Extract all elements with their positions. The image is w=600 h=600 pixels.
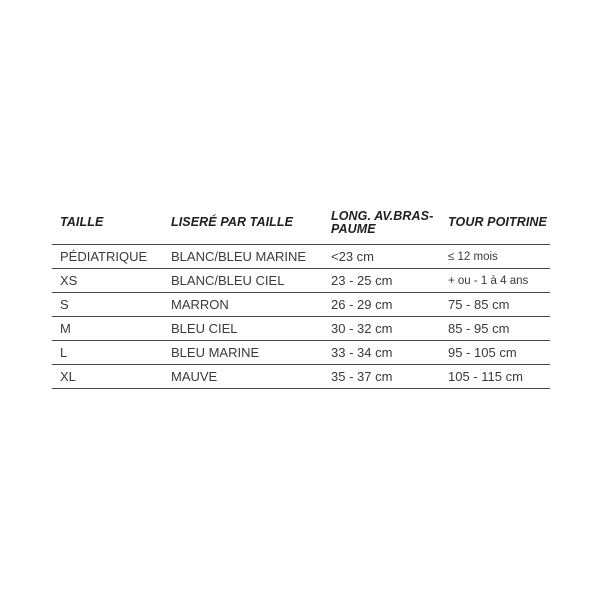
cell-length: <23 cm — [331, 249, 374, 264]
table-row — [52, 292, 550, 316]
cell-length: 35 - 37 cm — [331, 369, 393, 384]
cell-chest: 75 - 85 cm — [448, 297, 510, 312]
cell-size: XL — [60, 369, 76, 384]
header-chest: TOUR POITRINE — [448, 215, 547, 229]
table-row — [52, 364, 550, 389]
cell-length: 30 - 32 cm — [331, 321, 393, 336]
cell-length: 23 - 25 cm — [331, 273, 393, 288]
cell-chest: 85 - 95 cm — [448, 321, 510, 336]
cell-trim: BLEU CIEL — [171, 321, 238, 336]
header-trim: LISERÉ PAR TAILLE — [171, 215, 294, 229]
table-row — [52, 316, 550, 340]
cell-size: L — [60, 345, 68, 360]
cell-trim: MARRON — [171, 297, 229, 312]
header-length: LONG. AV.BRAS-PAUME — [331, 209, 434, 236]
table-row — [52, 268, 550, 292]
cell-chest: + ou - 1 à 4 ans — [448, 275, 529, 287]
cell-size: PÉDIATRIQUE — [60, 249, 148, 264]
cell-length: 26 - 29 cm — [331, 297, 393, 312]
header-size: TAILLE — [60, 215, 104, 229]
cell-size: XS — [60, 273, 78, 288]
table-header-row — [52, 206, 550, 244]
cell-length: 33 - 34 cm — [331, 345, 393, 360]
table-row — [52, 340, 550, 364]
cell-chest: ≤ 12 mois — [448, 251, 498, 263]
cell-size: S — [60, 297, 69, 312]
cell-chest: 95 - 105 cm — [448, 345, 517, 360]
size-chart-table — [52, 206, 550, 389]
table-row — [52, 244, 550, 268]
cell-trim: BLANC/BLEU MARINE — [171, 249, 307, 264]
cell-chest: 105 - 115 cm — [448, 369, 523, 384]
cell-trim: BLEU MARINE — [171, 345, 260, 360]
cell-trim: BLANC/BLEU CIEL — [171, 273, 285, 288]
cell-size: M — [60, 321, 71, 336]
cell-trim: MAUVE — [171, 369, 218, 384]
